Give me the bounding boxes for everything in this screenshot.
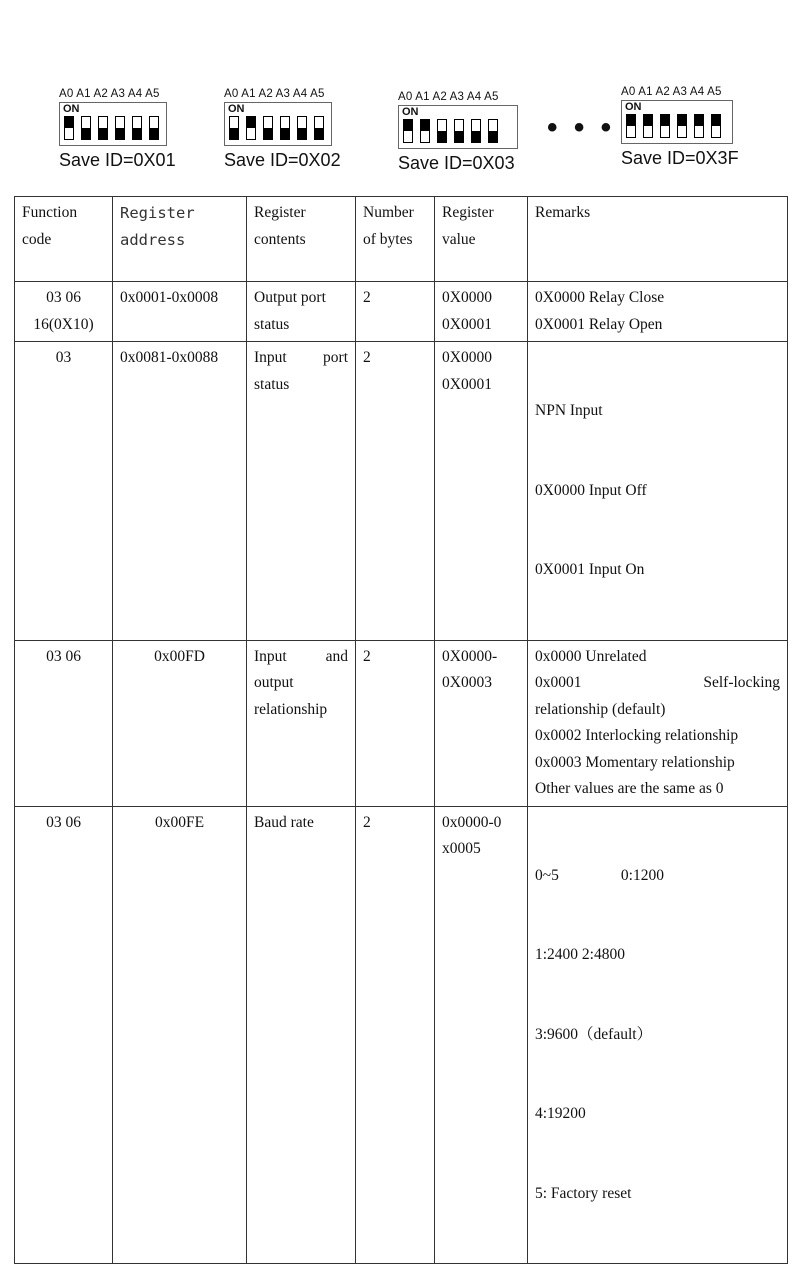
dip-toggle-a2 (98, 116, 108, 140)
dip-switch-body (398, 105, 518, 149)
table-row (15, 640, 788, 806)
table-row (15, 282, 788, 342)
cell-register-contents: Input port status (247, 342, 356, 641)
cell-remarks: 0x0000 Unrelated 0x0001 Self-locking relationship (default) 0x0002 Interlocking relationship 0x0003 Momentary relationship Other values are the same as 0 (528, 640, 788, 806)
dip-toggle-a0 (403, 119, 413, 143)
table-header-row (15, 197, 788, 282)
cell-number-of-bytes: 2 (356, 342, 435, 641)
dip-toggle-a4 (694, 114, 704, 138)
dip-caption: Save ID=0X01 (59, 150, 176, 170)
header-number-of-bytes: Number of bytes (356, 197, 435, 282)
dip-toggle-a2 (660, 114, 670, 138)
dip-toggle-a5 (711, 114, 721, 138)
dip-toggle-a1 (246, 116, 256, 140)
dip-pin-labels: A0 A1 A2 A3 A4 A5 (621, 86, 722, 98)
header-register-value: Register value (435, 197, 528, 282)
cell-register-address: 0x0081-0x0088 (113, 342, 247, 641)
dip-toggle-a5 (488, 119, 498, 143)
cell-remarks: 0X0000 Relay Close 0X0001 Relay Open (528, 282, 788, 342)
dip-toggle-a4 (471, 119, 481, 143)
cell-register-address: 0x00FE (113, 806, 247, 1264)
cell-register-value: 0X0000 0X0001 (435, 342, 528, 641)
dip-toggle-a5 (314, 116, 324, 140)
dip-pin-labels: A0 A1 A2 A3 A4 A5 (59, 88, 160, 100)
dip-toggle-a4 (297, 116, 307, 140)
cell-register-contents: Baud rate (247, 806, 356, 1264)
dip-caption: Save ID=0X02 (224, 150, 341, 170)
register-table (14, 196, 788, 1264)
cell-register-contents: Output port status (247, 282, 356, 342)
dip-toggle-a2 (263, 116, 273, 140)
dip-on-label: ON (625, 101, 642, 113)
cell-function-code: 03 (15, 342, 113, 641)
cell-number-of-bytes: 2 (356, 282, 435, 342)
dip-on-label: ON (402, 106, 419, 118)
dip-caption: Save ID=0X03 (398, 153, 515, 173)
cell-register-value: 0X0000- 0X0003 (435, 640, 528, 806)
ellipsis: • • • (547, 111, 616, 144)
dip-toggle-a1 (643, 114, 653, 138)
dip-toggle-a3 (115, 116, 125, 140)
table-row (15, 342, 788, 641)
cell-number-of-bytes: 2 (356, 806, 435, 1264)
dip-switch-body (224, 102, 332, 146)
cell-register-contents: Input and output relationship (247, 640, 356, 806)
dip-toggle-a3 (677, 114, 687, 138)
dip-toggle-a0 (64, 116, 74, 140)
dip-toggle-a0 (626, 114, 636, 138)
dip-caption: Save ID=0X3F (621, 148, 739, 168)
dip-toggle-a1 (420, 119, 430, 143)
dip-toggle-a1 (81, 116, 91, 140)
cell-function-code: 03 06 (15, 806, 113, 1264)
cell-number-of-bytes: 2 (356, 640, 435, 806)
cell-remarks: 0~5 0:1200 1:2400 2:4800 3:9600（default） 4:19200 5: Factory reset (528, 806, 788, 1264)
cell-register-value: 0x0000-0 x0005 (435, 806, 528, 1264)
dip-pin-labels: A0 A1 A2 A3 A4 A5 (224, 88, 325, 100)
header-register-address: Register address (113, 197, 247, 282)
cell-register-address: 0x0001-0x0008 (113, 282, 247, 342)
dip-toggle-a4 (132, 116, 142, 140)
dip-pin-labels: A0 A1 A2 A3 A4 A5 (398, 91, 499, 103)
dip-switch-body (621, 100, 733, 144)
dip-on-label: ON (63, 103, 80, 115)
table-row (15, 806, 788, 1264)
cell-function-code: 03 06 16(0X10) (15, 282, 113, 342)
cell-register-address: 0x00FD (113, 640, 247, 806)
cell-remarks: NPN Input 0X0000 Input Off 0X0001 Input On (528, 342, 788, 641)
dip-toggle-a3 (454, 119, 464, 143)
dip-switch-body (59, 102, 167, 146)
header-remarks: Remarks (528, 197, 788, 282)
header-function-code: Function code (15, 197, 113, 282)
dip-toggle-a0 (229, 116, 239, 140)
dip-toggle-a5 (149, 116, 159, 140)
dip-toggle-a3 (280, 116, 290, 140)
dip-toggle-a2 (437, 119, 447, 143)
cell-function-code: 03 06 (15, 640, 113, 806)
cell-register-value: 0X0000 0X0001 (435, 282, 528, 342)
dip-on-label: ON (228, 103, 245, 115)
header-register-contents: Register contents (247, 197, 356, 282)
